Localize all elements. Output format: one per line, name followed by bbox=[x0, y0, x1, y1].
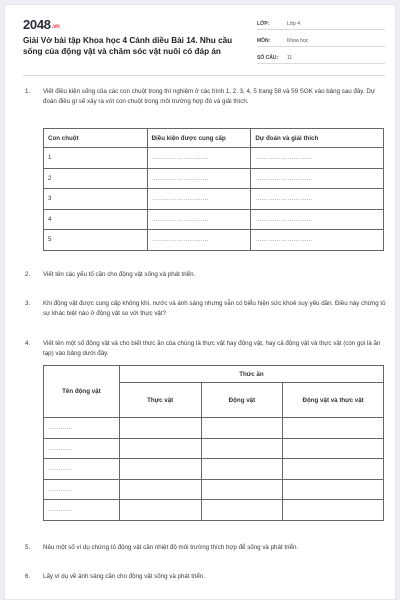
question-text: Khi động vật được cung cấp không khí, nước và ánh sáng nhưng vẫn có biểu hiện sức khoẻ suy yếu dần. Điều này chứng tỏ sự khác biệt nào ở động vật so với thực vật? bbox=[43, 300, 386, 317]
worksheet-page bbox=[4, 4, 396, 600]
column-header: Thức ăn bbox=[119, 366, 383, 383]
table-cell[interactable] bbox=[283, 500, 384, 521]
table-row bbox=[44, 230, 384, 251]
question-text: Lấy ví dụ về ánh sáng cần cho động vật sống và phát triển. bbox=[43, 573, 206, 580]
question-number: 1. bbox=[25, 88, 31, 95]
table-cell[interactable] bbox=[283, 459, 384, 480]
answer-blank[interactable]: ……………………… bbox=[251, 230, 384, 251]
answer-blank[interactable]: ……………………… bbox=[147, 168, 251, 189]
answer-blank[interactable]: ……………………… bbox=[251, 168, 384, 189]
question-number: 2. bbox=[25, 271, 31, 278]
header-divider bbox=[23, 75, 385, 76]
site-logo[interactable] bbox=[23, 17, 60, 32]
table-cell[interactable] bbox=[119, 500, 201, 521]
question-number: 3. bbox=[25, 300, 31, 307]
table-row bbox=[44, 418, 384, 439]
question-text: Viết tên các yếu tố cần cho động vật sống và phát triển. bbox=[43, 271, 196, 278]
table-header-row bbox=[44, 129, 384, 148]
table-cell[interactable] bbox=[283, 418, 384, 439]
table-row bbox=[44, 189, 384, 210]
meta-row-class bbox=[257, 17, 385, 30]
document-title: Giải Vở bài tập Khoa học 4 Cánh diều Bài 14. Nhu cầu sống của động vật và chăm sóc vật nuôi có đáp án bbox=[23, 36, 233, 56]
meta-key: LỚP: bbox=[257, 21, 270, 27]
column-subheader: Động vật bbox=[201, 383, 283, 418]
meta-key: SỐ CÂU: bbox=[257, 55, 279, 61]
question-text: Nêu một số ví dụ chứng tỏ động vật cần nhiệt độ môi trường thích hợp để sống và phát triển. bbox=[43, 544, 299, 551]
table-row bbox=[44, 168, 384, 189]
table-cell: 5 bbox=[44, 230, 148, 251]
table-cell: 1 bbox=[44, 148, 148, 169]
answer-blank[interactable]: ………… bbox=[44, 500, 120, 521]
question-text: Viết tên một số động vật và cho biết thức ăn của chúng là thực vật hay động vật, hay cả động vật và thực vật (còn gọi là ăn tạp) vào bảng dưới đây. bbox=[43, 340, 381, 357]
table-cell[interactable] bbox=[119, 438, 201, 459]
table-row bbox=[44, 459, 384, 480]
column-header: Tên động vật bbox=[44, 366, 120, 418]
question-number: 5. bbox=[25, 544, 31, 551]
meta-row-subject bbox=[257, 34, 385, 47]
page-header bbox=[5, 5, 396, 71]
table-cell: 2 bbox=[44, 168, 148, 189]
meta-row-question-count bbox=[257, 51, 385, 64]
answer-blank[interactable]: ………… bbox=[44, 418, 120, 439]
answer-blank[interactable]: ………… bbox=[44, 479, 120, 500]
logo-main-text: 2048 bbox=[23, 17, 51, 32]
table-cell[interactable] bbox=[201, 438, 283, 459]
logo-sub-text: .vn bbox=[51, 24, 60, 30]
column-subheader: Động vật và thực vật bbox=[283, 383, 384, 418]
table-row bbox=[44, 500, 384, 521]
table-cell[interactable] bbox=[201, 479, 283, 500]
answer-blank[interactable]: ……………………… bbox=[251, 189, 384, 210]
answer-blank[interactable]: ……………………… bbox=[147, 148, 251, 169]
table-cell[interactable] bbox=[201, 500, 283, 521]
question-text: Viết điều kiện sống của các con chuột trong thí nghiệm ở các hình 1, 2, 3, 4, 5 trang 58 và 59 SGK vào bảng sau đây. Dự đoán điều gì sẽ xảy ra với con chuột trong môi trường hợp đó và giải thích. bbox=[43, 88, 375, 105]
column-header: Dự đoán và giải thích bbox=[251, 129, 384, 148]
answer-blank[interactable]: ……………………… bbox=[147, 230, 251, 251]
answer-blank[interactable]: ……………………… bbox=[251, 148, 384, 169]
answer-blank[interactable]: ………… bbox=[44, 438, 120, 459]
column-header: Con chuột bbox=[44, 129, 148, 148]
table-cell[interactable] bbox=[283, 438, 384, 459]
column-subheader: Thực vật bbox=[119, 383, 201, 418]
table-cell[interactable] bbox=[119, 479, 201, 500]
table-row bbox=[44, 438, 384, 459]
answer-blank[interactable]: ………… bbox=[44, 459, 120, 480]
document-meta bbox=[257, 17, 385, 68]
meta-value: 11 bbox=[287, 55, 293, 61]
table-row bbox=[44, 479, 384, 500]
table-cell[interactable] bbox=[119, 459, 201, 480]
meta-value: Khoa học bbox=[287, 38, 309, 44]
answer-blank[interactable]: ……………………… bbox=[147, 189, 251, 210]
table-header-row bbox=[44, 366, 384, 383]
table-cell[interactable] bbox=[119, 418, 201, 439]
mouse-conditions-table bbox=[43, 128, 384, 251]
question-number: 6. bbox=[25, 573, 31, 580]
answer-blank[interactable]: ……………………… bbox=[147, 209, 251, 230]
table-cell: 4 bbox=[44, 209, 148, 230]
meta-value: Lớp 4 bbox=[287, 21, 301, 27]
table-row bbox=[44, 209, 384, 230]
table-cell[interactable] bbox=[283, 479, 384, 500]
table-cell[interactable] bbox=[201, 459, 283, 480]
table-cell[interactable] bbox=[201, 418, 283, 439]
table-row bbox=[44, 148, 384, 169]
meta-key: MÔN: bbox=[257, 38, 271, 44]
answer-blank[interactable]: ……………………… bbox=[251, 209, 384, 230]
animal-food-table bbox=[43, 365, 384, 521]
table-cell: 3 bbox=[44, 189, 148, 210]
column-header: Điều kiện được cung cấp bbox=[147, 129, 251, 148]
question-number: 4. bbox=[25, 340, 31, 347]
